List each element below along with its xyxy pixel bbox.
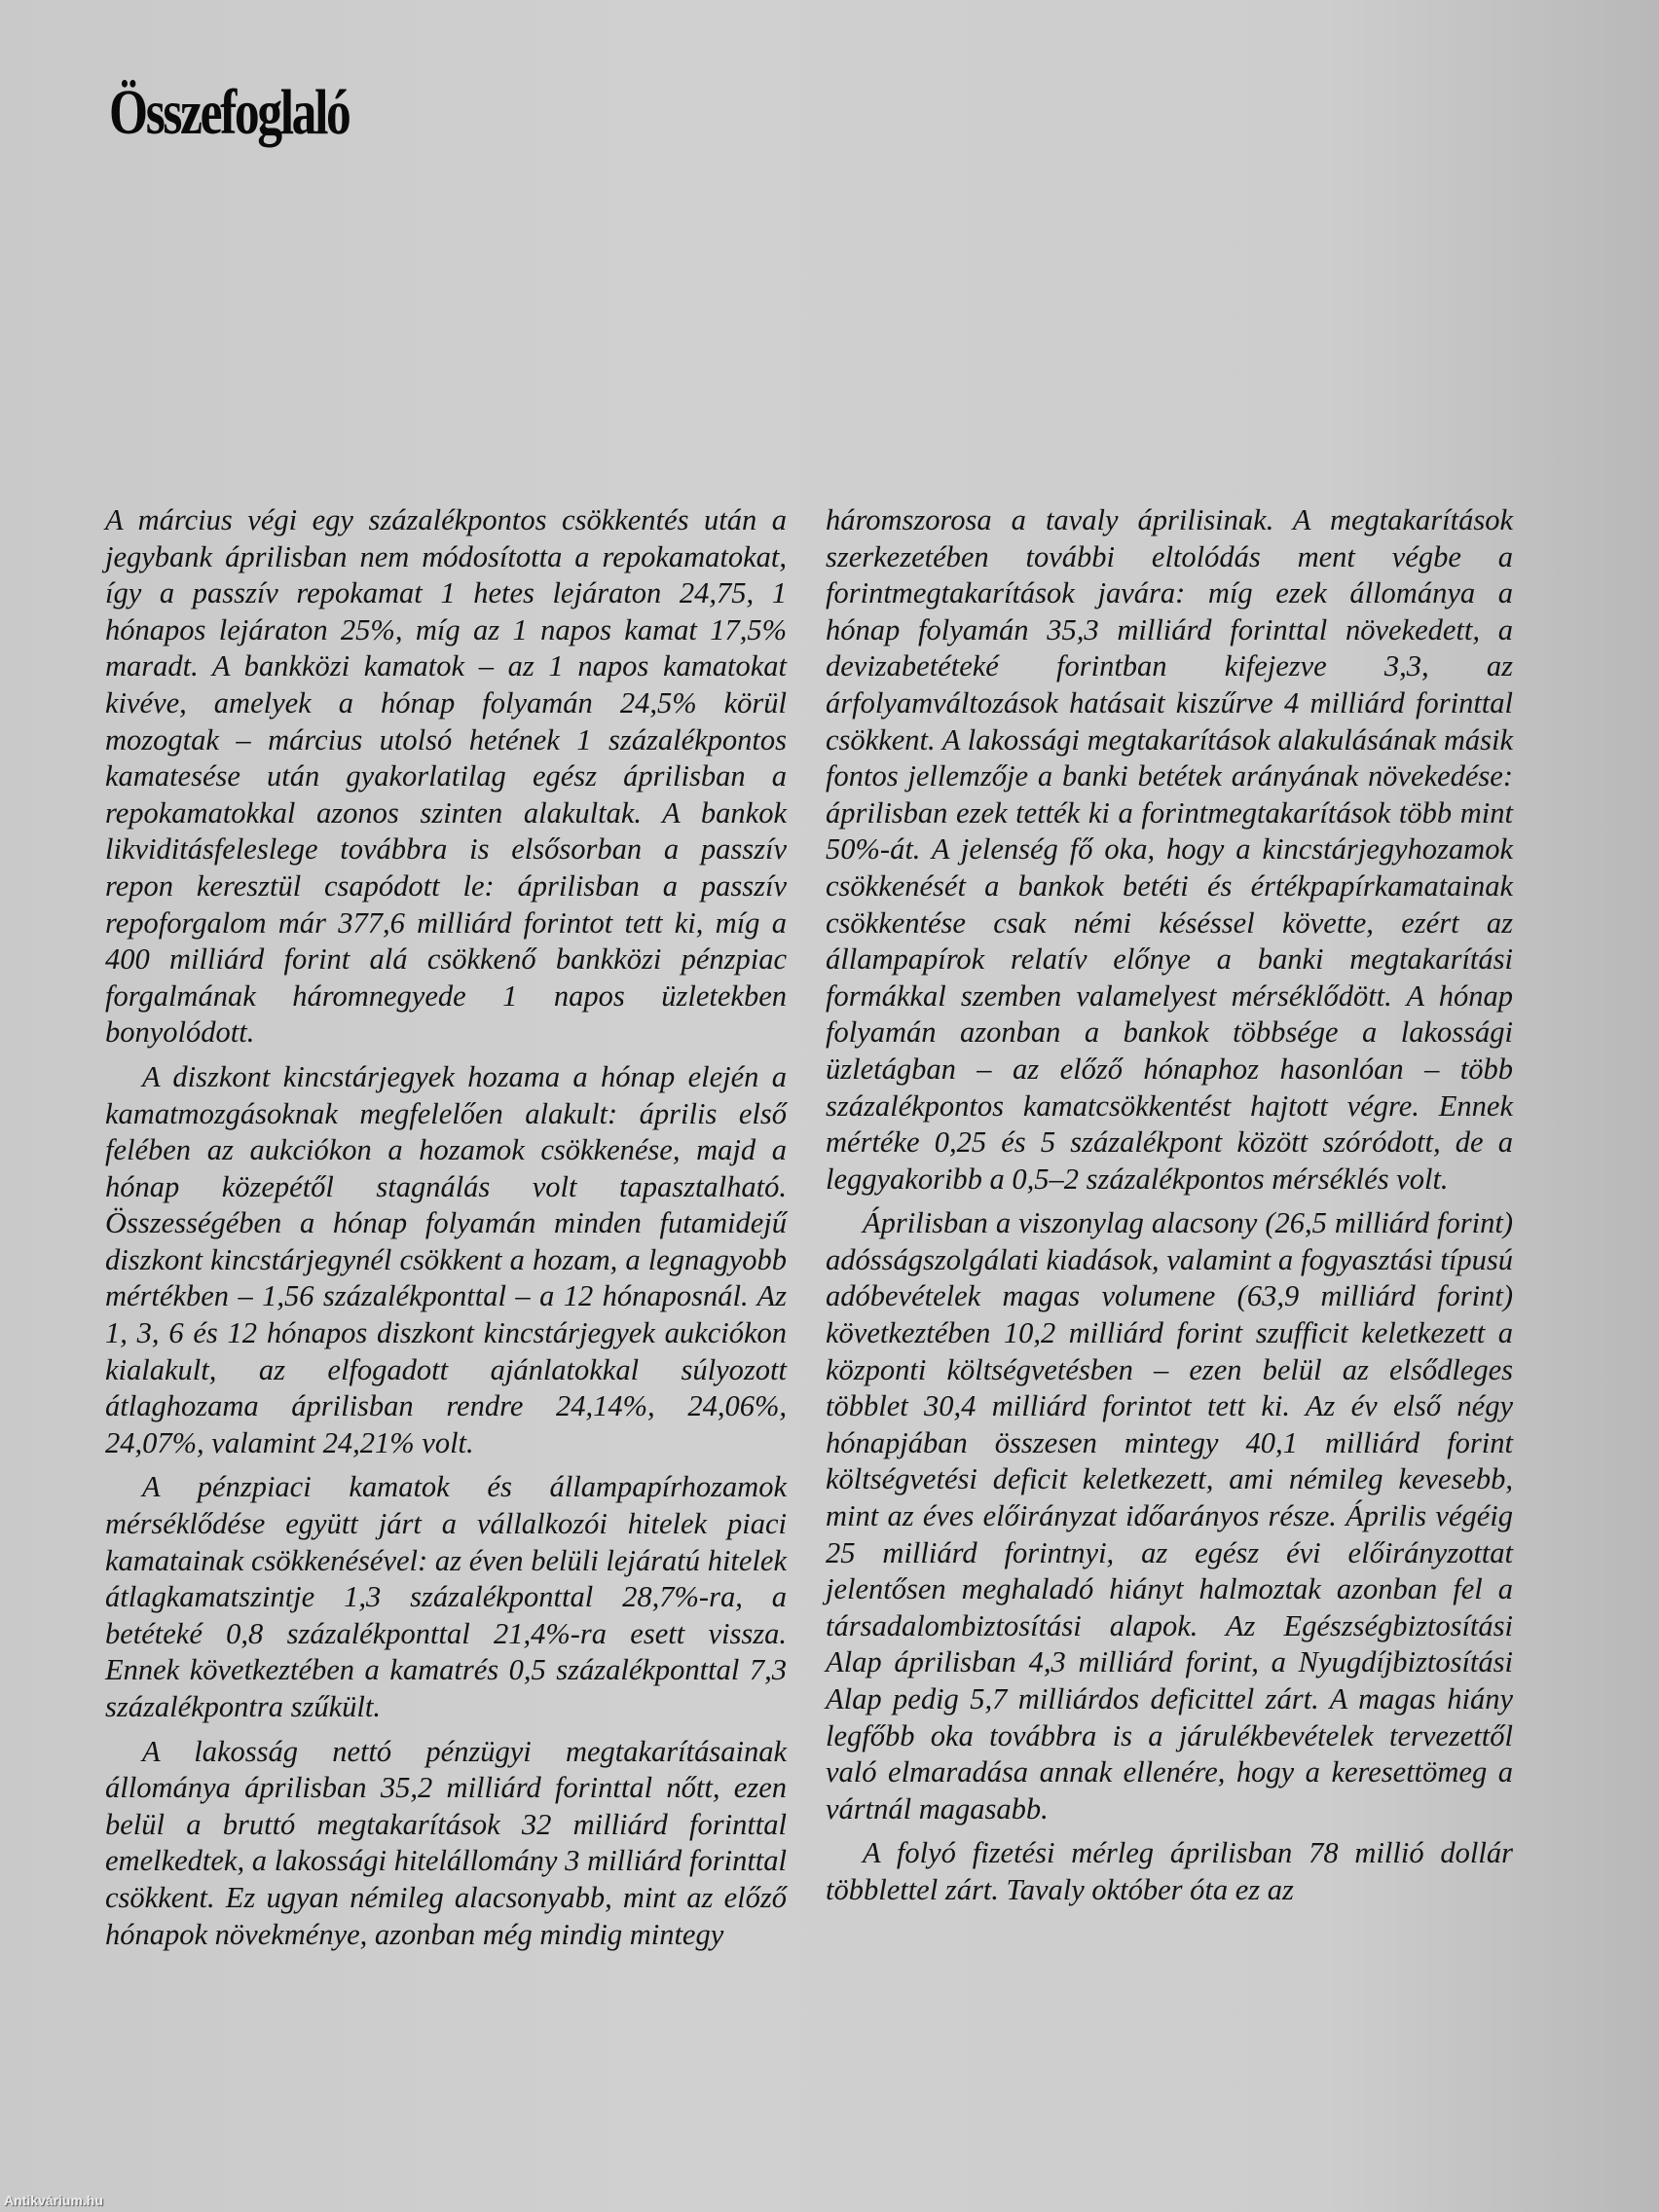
paragraph-treasury-bills: A diszkont kincstárjegyek hozama a hónap elején a kamatmozgásoknak megfelelően alakult: április első felében az aukciókon a hozamok csökkenése, majd a hónap közepétől stagnálás volt tapasztalható. Összességében a hónap folyamán minden futamidejű diszkont kincstárjegynél csökkent a hozam, a legnagyobb mértékben – 1,56 százalékponttal – a 12 hónaposnál. Az 1, 3, 6 és 12 hónapos diszkont kincstárjegyek aukciókon kialakult, az elfogadott ajánlatokkal súlyozott átlaghozama áprilisban rendre 24,14%, 24,06%, 24,07%, valamint 24,21% volt.	[105, 1059, 787, 1459]
paragraph-current-account: A folyó fizetési mérleg áprilisban 78 millió dollár többlettel zárt. Tavaly október óta ez az	[826, 1836, 1513, 1906]
paragraph-household-savings: A lakosság nettó pénzügyi megtakarításainak állománya áprilisban 35,2 milliárd forinttal nőtt, ezen belül a bruttó megtakarítások 32 milliárd forinttal emelkedtek, a lakossági hitelállomány 3 milliárd forinttal csökkent. Ez ugyan némileg alacsonyabb, mint az előző hónapok növekménye, azonban még mindig mintegy	[105, 1734, 787, 1951]
paragraph-repo-rates: A március végi egy százalékpontos csökkentés után a jegybank áprilisban nem módosította a repokamatokat, így a passzív repokamat 1 hetes lejáraton 24,75, 1 hónapos lejáraton 25%, míg az 1 napos kamat 17,5% maradt. A bankközi kamatok – az 1 napos kamatokat kivéve, amelyek a hónap folyamán 24,5% körül mozogtak – március utolsó hetének 1 százalékpontos kamatesése után gyakorlatilag egész áprilisban a repokamatokkal azonos szinten alakultak. A bankok likviditásfeleslege továbbra is elsősorban a passzív repon keresztül csapódott le: áprilisban a passzív repoforgalom már 377,6 milliárd forintot tett ki, míg a 400 milliárd forint alá csökkenő bankközi pénzpiac forgalmának háromnegyede 1 napos üzletekben bonyolódott.	[105, 503, 787, 1050]
paragraph-budget: Áprilisban a viszonylag alacsony (26,5 milliárd forint) adósságszolgálati kiadások, valamint a fogyasztási típusú adóbevételek magas volumene (63,9 milliárd forint) következtében 10,2 milliárd forint szufficit keletkezett a központi költségvetésben – ezen belül az elsődleges többlet 30,4 milliárd forintot tett ki. Az év első négy hónapjában összesen mintegy 40,1 milliárd forint költségvetési deficit keletkezett, ami némileg kevesebb, mint az éves előirányzat időarányos része. Április végéig 25 milliárd forintnyi, az egész évi előirányzottat jelentősen meghaladó hiányt halmoztak azonban fel a társadalombiztosítási alapok. Az Egészségbiztosítási Alap áprilisban 4,3 milliárd forint, a Nyugdíjbiztosítási Alap pedig 5,7 milliárdos deficittel zárt. A magas hiány legfőbb oka továbbra is a járulékbevételek tervezettől való elmaradása annak ellenére, hogy a keresettömeg a vártnál magasabb.	[826, 1206, 1513, 1825]
paragraph-savings-structure: háromszorosa a tavaly áprilisinak. A megtakarítások szerkezetében további eltolódás ment végbe a forintmegtakarítások javára: míg ezek állománya a hónap folyamán 35,3 milliárd forinttal növekedett, a devizabetéteké forintban kifejezve 3,3, az árfolyamváltozások hatásait kiszűrve 4 milliárd forinttal csökkent. A lakossági megtakarítások alakulásának másik fontos jellemzője a banki betétek arányának növekedése: áprilisban ezek tették ki a forintmegtakarítások több mint 50%-át. A jelenség fő oka, hogy a kincstárjegyhozamok csökkenését a bankok betéti és értékpapírkamatainak csökkentése csak némi késéssel követte, ezért az állampapírok relatív előnye a banki megtakarítási formákkal szemben valamelyest mérséklődött. A hónap folyamán azonban a bankok többsége a lakossági üzletágban – az előző hónaphoz hasonlóan – több százalékpontos kamatcsökkentést hajtott végre. Ennek mértéke 0,25 és 5 százalékpont között szóródott, de a leggyakoribb a 0,5–2 százalékpontos mérséklés volt.	[826, 503, 1513, 1196]
right-text-column	[826, 502, 1513, 1909]
paragraph-corporate-loans: A pénzpiaci kamatok és állampapírhozamok mérséklődése együtt járt a vállalkozói hitelek piaci kamatainak csökkenésével: az éven belüli lejáratú hitelek átlagkamatszintje 1,3 százalékponttal 28,7%-ra, a betéteké 0,8 százalékponttal 21,4%-ra esett vissza. Ennek következtében a kamatrés 0,5 százalékponttal 7,3 százalékpontra szűkült.	[105, 1470, 787, 1723]
page-title: Összefoglaló	[109, 77, 350, 148]
watermark: Antikvárium.hu	[4, 2193, 103, 2208]
left-text-column	[105, 502, 787, 1953]
